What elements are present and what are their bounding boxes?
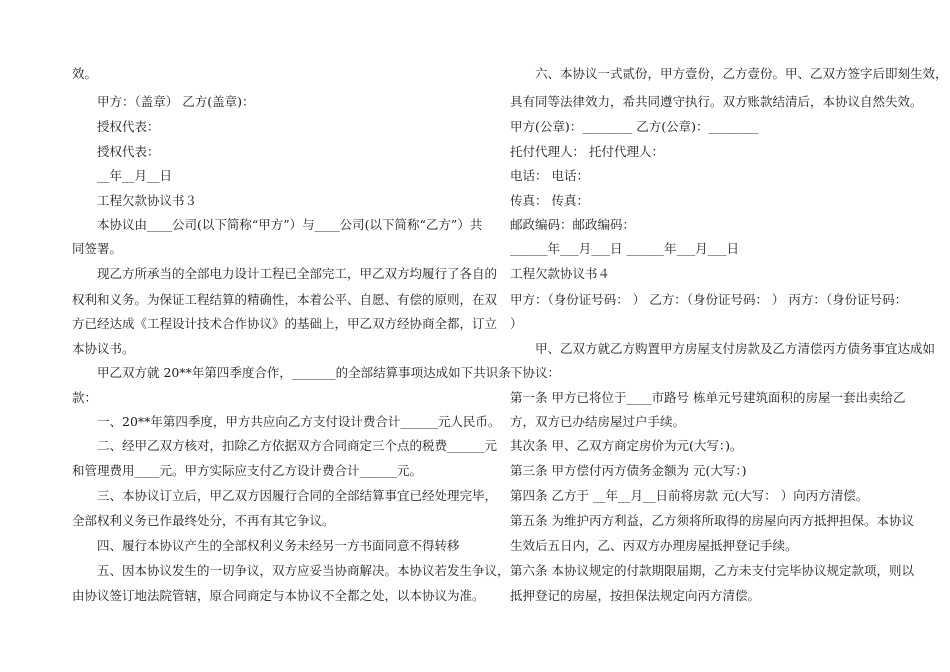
text-line: 六、本协议一式贰份，甲方壹份，乙方壹份。甲、乙双方签字后即刻生效，	[535, 66, 948, 81]
text-line: 方，双方已办结房屋过户手续。	[510, 414, 686, 429]
text-line: 现乙方所承当的全部电力设计工程已全部完工，甲乙双方均履行了各自的	[97, 266, 498, 281]
text-line: 第三条 甲方偿付丙方债务金额为 元(大写：)	[510, 463, 747, 478]
text-line: 抵押登记的房屋，按担保法规定向丙方清偿。	[510, 588, 761, 603]
text-line: 授权代表：	[97, 144, 160, 159]
text-line: 同签署。	[72, 241, 123, 256]
text-line: 电话： 电话：	[510, 168, 589, 183]
text-line: 全部权利义务已作最终处分，不再有其它争议。	[72, 513, 335, 528]
text-line: 托付代理人： 托付代理人：	[510, 144, 664, 159]
text-line: 四、履行本协议产生的全部权利义务未经另一方书面同意不得转移	[97, 538, 460, 553]
text-line: 生效后五日内，乙、丙双方办理房屋抵押登记手续。	[510, 538, 798, 553]
text-line: 本协议由____公司(以下简称“甲方”）与____公司(以下简称“乙方”）共	[97, 217, 483, 232]
text-line: 甲方：（盖章） 乙方(盖章)：	[97, 94, 255, 109]
text-line: 第五条 为维护丙方利益，乙方须将所取得的房屋向丙方抵押担保。本协议	[510, 513, 914, 528]
text-line: 邮政编码：邮政编码：	[510, 217, 636, 232]
text-line: 其次条 甲、乙双方商定房价为元(大写：)。	[510, 438, 743, 453]
text-line: 效。	[72, 66, 98, 81]
text-line: 甲方：（身份证号码： ） 乙方：（身份证号码： ） 丙方：（身份证号码：	[510, 292, 908, 307]
text-line: 传真： 传真：	[510, 193, 589, 208]
text-line: 和管理费用____元。甲方实际应支付乙方设计费合计______元。	[72, 463, 423, 478]
text-line: 工程欠款协议书４	[510, 266, 611, 281]
text-line: 甲、乙双方就乙方购置甲方房屋支付房款及乙方清偿丙方债务事宜达成如	[535, 341, 936, 356]
text-line: ）	[510, 316, 523, 331]
text-line: 工程欠款协议书３	[97, 193, 198, 208]
text-line: 本协议书。	[72, 341, 135, 356]
text-line: 款：	[72, 390, 98, 405]
text-line: 一、20**年第四季度，甲方共应向乙方支付设计费合计______元人民币。	[97, 414, 501, 429]
text-line: 三、本协议订立后，甲乙双方因履行合同的全部结算事宜已经处理完毕，	[97, 488, 498, 503]
text-line: __年__月__日	[97, 168, 173, 183]
text-line: ______年___月___日 ______年___月___日	[510, 241, 739, 256]
text-line: 权利和义务。为保证工程结算的精确性，本着公平、自愿、有偿的原则，在双	[72, 292, 498, 307]
text-line: 第六条 本协议规定的付款期限届期，乙方未支付完毕协议规定款项，则以	[510, 563, 914, 578]
text-line: 甲方(公章)：________ 乙方(公章)：________	[510, 119, 759, 134]
text-line: 由协议签订地法院管辖，原合同商定与本协议不全都之处，以本协议为准。	[72, 588, 485, 603]
text-line: 第一条 甲方已将位于____市路号 栋单元号建筑面积的房屋一套出卖给乙	[510, 390, 906, 405]
text-line: 下协议：	[510, 365, 561, 380]
text-line: 二、经甲乙双方核对，扣除乙方依据双方合同商定三个点的税费______元	[97, 438, 498, 453]
text-line: 第四条 乙方于 __年__月__日前将房款 元(大写： ）向丙方清偿。	[510, 488, 869, 503]
text-line: 方已经达成《工程设计技术合作协议》的基础上，甲乙双方经协商全都，订立	[72, 316, 498, 331]
text-line: 具有同等法律效力，希共同遵守执行。双方账款结清后，本协议自然失效。	[510, 94, 923, 109]
text-line: 五、因本协议发生的一切争议，双方应妥当协商解决。本协议若发生争议，	[97, 563, 510, 578]
text-line: 授权代表：	[97, 119, 160, 134]
text-line: 甲乙双方就 20**年第四季度合作，_______的全部结算事项达成如下共识条	[97, 365, 511, 380]
